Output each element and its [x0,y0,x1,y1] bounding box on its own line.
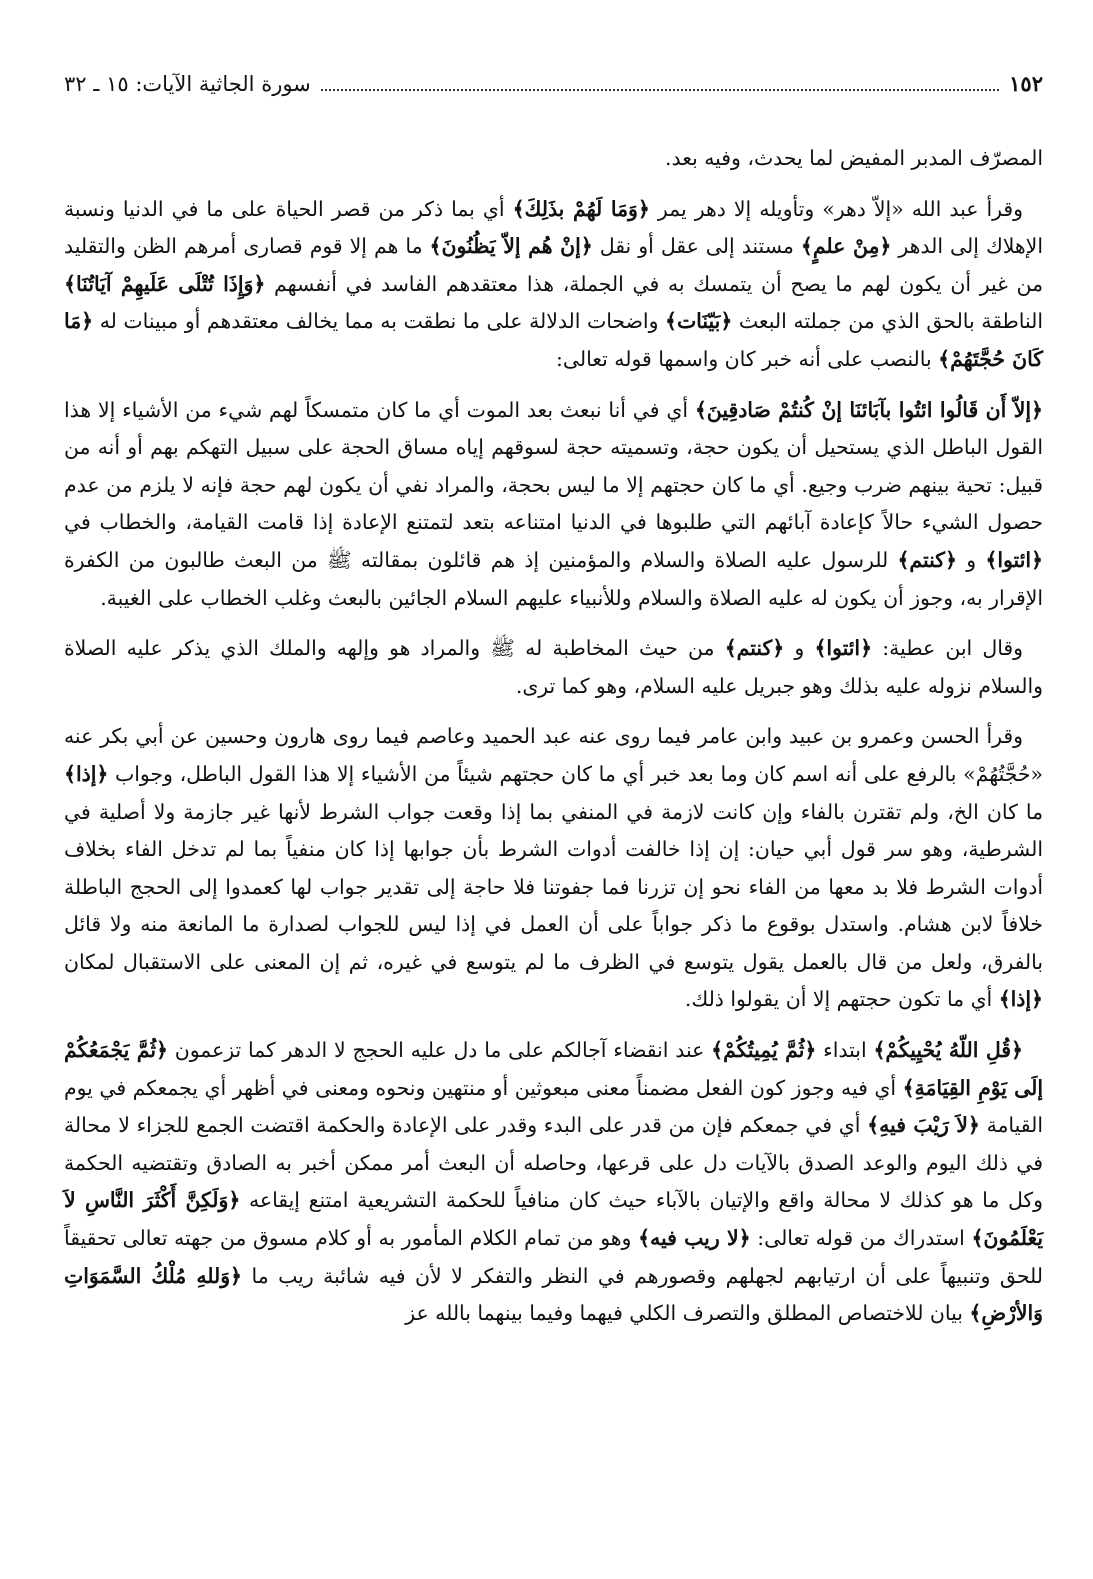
quran-verse-quote: ﴿إذا﴾ [64,761,109,786]
quran-verse-quote: ﴿ثُمَّ يَجْمَعُكُمْ إلَى يَوْمِ القِيَامَةِ﴾ [64,1038,1043,1100]
commentary-text: بالنصب على أنه خبر كان واسمها قوله تعالى: [556,346,939,371]
quran-verse-quote: ﴿لا ريب فيه﴾ [638,1226,751,1251]
quran-verse-quote: ﴿بَيّنَات﴾ [665,309,733,334]
page-number: ١٥٢ [1009,71,1043,96]
commentary-text: و [784,636,815,661]
commentary-text: المصرّف المدبر المفيض لما يحدث، وفيه بعد. [665,146,1043,170]
body-text [64,140,1043,1333]
quran-verse-quote: ﴿وَلَكِنَّ أَكْثَرَ النَّاسِ لاَ يَعْلَمُونَ﴾ [64,1188,1043,1251]
quran-verse-quote: ﴿قُلِ اللّهُ يُحْيِيكُمْ﴾ [873,1038,1023,1063]
commentary-text: واضحات الدلالة على ما نطقت به مما يخالف معتقدهم أو مبينات له [93,309,666,334]
quran-verse-quote: ﴿إلاّ أَن قَالُوا ائتُوا بآبَائنَا إنْ كُنتُمْ صَادقِينَ﴾ [694,397,1044,422]
commentary-text: ما هم إلا قوم قصارى أمرهم الظن والتقليد من غير أن يكون لهم ما يصح أن يتمسك به في الجملة، هذا معتقدهم الفاسد في أنفسهم [64,234,1043,296]
quran-verse-quote: ﴿إذا﴾ [998,987,1043,1012]
quran-verse-quote: ﴿وَإِذَا تُتْلَى عَلَيهِمْ آيَاتُنَا﴾ [64,271,266,296]
quran-verse-quote: ﴿ائتوا﴾ [814,636,873,661]
commentary-text: أي في جمعكم فإن من قدر على البدء وقدر على الإعادة والحكمة اقتضت الجمع للجزاء لا محالة في ذلك اليوم والوعد الصدق بالآيات دل على قرعها، وحاصله أن البعث أمر ممكن أخبر به الصادق وتقتضيه الحكمة وكل ما هو كذلك لا محالة واقع والإتيان بالآباء حيث كان منافياً للحكمة التشريعية امتنع إيقاعه [64,1113,1043,1213]
body-paragraph [64,191,1043,379]
quran-verse-quote: ﴿كنتم﴾ [897,547,957,572]
commentary-text: أي في أنا نبعث بعد الموت أي ما كان متمسكاً لهم شيء من الأشياء إلا هذا القول الباطل الذي يستحيل أن يكون حجة، وتسميته حجة لسوقهم إياه مساق الحجة على سبيل التهكم بهم أو أنه من قبيل: تحية بينهم ضرب وجيع. أي ما كان حجتهم إلا ما ليس بحجة، والمراد نفي أن يكون لهم حجة فإنه لا يلزم من عدم حصول الشيء حالاً كإعادة آبائهم التي طلبوها في الدنيا امتناعه بتعد لتمتنع الإعادة إذا قامت القيامة، والخطاب في [64,397,1043,535]
running-title: سورة الجاثية الآيات: ١٥ ـ ٣٢ [64,72,311,96]
commentary-text: أي بما ذكر من قصر الحياة على ما في الدنيا ونسبة الإهلاك إلى الدهر [64,196,1043,259]
body-paragraph [64,392,1043,618]
page-header [64,70,1043,98]
commentary-text: للرسول عليه الصلاة والسلام والمؤمنين إذ هم قائلون بمقالته ﷺ من البعث طالبون من الكفرة الإقرار به، وجوز أن يكون له عليه الصلاة والسلام وللأنبياء عليهم السلام الجائين بالبعث وغلب الخطاب على الغيبة. [64,547,1043,610]
quran-verse-quote: ﴿لاَ رَيْبَ فيهِ﴾ [867,1113,980,1138]
quran-verse-quote: ﴿مَا كَانَ حُجَّتَهُمْ﴾ [64,309,1043,371]
commentary-text: استدراك من قوله تعالى: [750,1226,972,1251]
commentary-text: و [956,547,986,572]
commentary-text: وهو من تمام الكلام المأمور به أو كلام مسوق من جهته تعالى تحقيقاً للحق وتنبيهاً على أن ارتيابهم لجهلهم وقصورهم في النظر والتفكر لا لأن فيه شائبة ريب ما [64,1226,1043,1288]
commentary-text: مستند إلى عقل أو نقل [592,234,801,259]
body-paragraph [64,140,1043,178]
quran-verse-quote: ﴿ائتوا﴾ [985,547,1043,572]
commentary-text: وقال ابن عطية: [872,636,1024,661]
commentary-text: وقرأ عبد الله «إلاّ دهر» وتأويله إلا دهر يمر [649,196,1023,221]
header-dotted-leader [321,88,999,91]
commentary-text: ما كان الخ، ولم تقترن بالفاء وإن كانت لازمة في المنفي بما إذا وقعت جواب الشرط لأنها غير جازمة ولا أصلية في الشرطية، وهو سر قول أبي حيان: إن إذا خالفت أدوات الشرط بأن جوابها إذا كان منفياً بما لم تدخل الفاء بخلاف أدوات الشرط فلا بد معها من الفاء نحو إن تزرنا فما جفوتنا فلا حاجة إلى تقدير جواب لها كعمدوا إلى الحجج الباطلة خلافاً لابن هشام. واستدل بوقوع ما ذكر جواباً على أن العمل في إذا ليس للجواب لصدارة ما المانعة منه ولا قائل بالفرق، ولعل من قال بالعمل يقول يتوسع في الظرف ما لم يتوسع في غيره، ثم إن المعنى على الاستقبال لمكان [64,799,1043,974]
body-paragraph [64,1032,1043,1333]
commentary-text: الناطقة بالحق الذي من جملته البعث [732,309,1043,334]
quran-verse-quote: ﴿وَللهِ مُلْكُ السَّمَوَاتِ وَالأرْضِ﴾ [64,1263,1043,1326]
quran-verse-quote: ﴿ثُمَّ يُمِيتُكُمْ﴾ [711,1038,817,1063]
body-paragraph [64,630,1043,705]
commentary-text: بيان للاختصاص المطلق والتصرف الكلي فيهما وفيما بينهما بالله عز [405,1301,970,1326]
quran-verse-quote: ﴿مِنْ علمٍ﴾ [800,234,892,259]
quran-verse-quote: ﴿كنتم﴾ [724,636,785,661]
commentary-text: أي ما تكون حجتهم إلا أن يقولوا ذلك. [684,987,999,1012]
quran-verse-quote: ﴿إنْ هُم إلاّ يَظُنُونَ﴾ [429,234,593,259]
commentary-text: وقرأ الحسن وعمرو بن عبيد وابن عامر فيما روى عنه عبد الحميد وعاصم فيما روى هارون وحسين عن أبي بكر عنه «حُجَّتُهُمْ» بالرفع على أنه اسم كان وما بعد خبر أي ما كان حجتهم شيئاً من الأشياء إلا هذا القول الباطل، وجواب [64,724,1043,786]
commentary-text: ابتداء [816,1038,874,1063]
body-paragraph [64,718,1043,1019]
commentary-text: عند انقضاء آجالكم على ما دل عليه الحجج لا الدهر كما تزعمون [167,1038,712,1063]
quran-verse-quote: ﴿وَمَا لَهُمْ بذَلِكَ﴾ [512,196,650,221]
commentary-text: أي فيه وجوز كون الفعل مضمناً معنى مبعوثين أو منتهين ونحوه ومعنى في أظهر أي يجمعكم في يوم القيامة [64,1075,1043,1138]
commentary-text: من حيث المخاطبة له ﷺ والمراد هو وإلهه والملك الذي يذكر عليه الصلاة والسلام نزوله عليه بذلك وهو جبريل عليه السلام، وهو كما ترى. [64,636,1043,698]
